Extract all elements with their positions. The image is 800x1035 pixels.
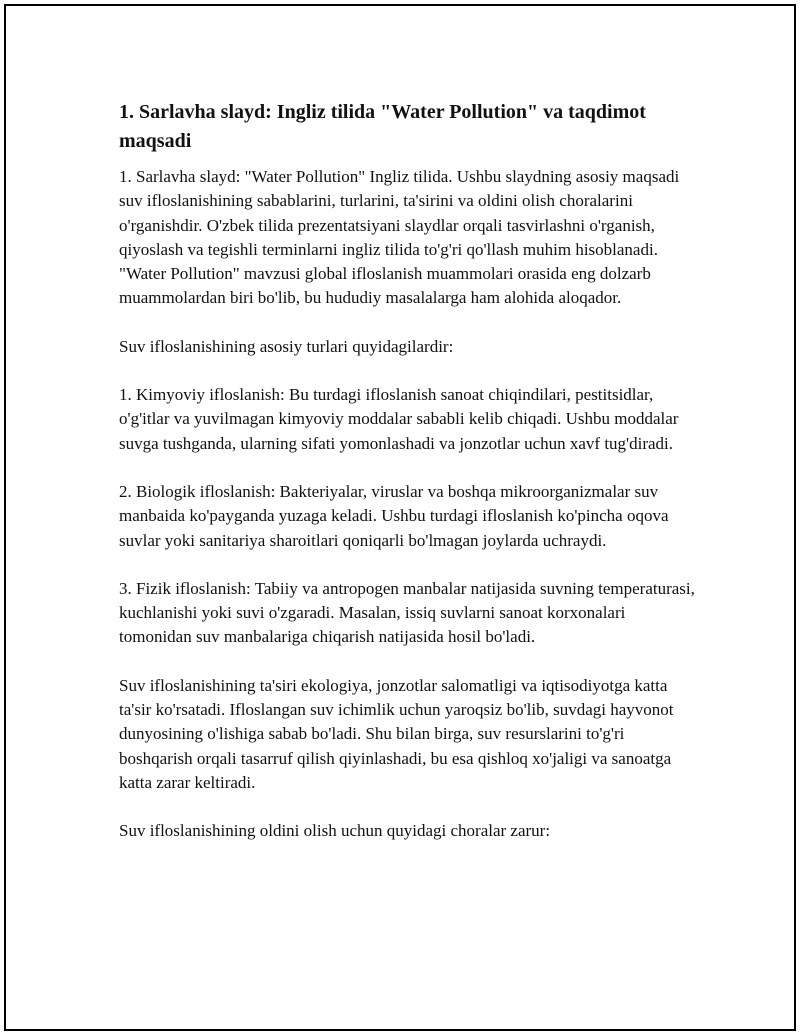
paragraph-impact: Suv ifloslanishining ta'siri ekologiya, jonzotlar salomatligi va iqtisodiyotga katta ta'sir ko'rsatadi. Ifloslangan suv ichimlik uchun yaroqsiz bo'lib, suvdagi hayvonot dunyosining o'lishiga sabab bo'ladi. Shu bilan birga, suv resurslarini to'g'ri boshqarish orqali tasarruf qilish qiyinlashadi, bu esa qishloq xo'jaligi va sanoatga katta zarar keltiradi. [119, 675, 674, 792]
document-page [4, 4, 796, 1031]
paragraph-biological-pollution: 2. Biologik ifloslanish: Bakteriyalar, viruslar va boshqa mikroorganizmalar suv manbaida ko'payganda yuzaga keladi. Ushbu turdagi ifloslanish ko'pincha oqova suvlar yoki sanitariya sharoitlari qoniqarli bo'lmagan joylarda uchraydi. [119, 481, 669, 550]
paragraph-chemical-pollution: 1. Kimyoviy ifloslanish: Bu turdagi ifloslanish sanoat chiqindilari, pestitsidlar, o'g'itlar va yuvilmagan kimyoviy moddalar sababli kelib chiqadi. Ushbu moddalar suvga tushganda, ularning sifati yomonlashadi va jonzotlar uchun xavf tug'diradi. [119, 385, 679, 453]
paragraph-types-heading: Suv ifloslanishining asosiy turlari quyidagilardir: [119, 336, 454, 356]
paragraph-physical-pollution: 3. Fizik ifloslanish: Tabiiy va antropogen manbalar natijasida suvning temperaturasi, kuchlanishi yoki suvi o'zgaradi. Masalan, issiq suvlarni sanoat korxonalari tomonidan suv manbalariga chiqarish natijasida hosil bo'ladi. [119, 578, 695, 647]
document-title: 1. Sarlavha slayd: Ingliz tilida "Water Pollution" va taqdimot maqsadi [119, 101, 646, 152]
paragraph-prevention-heading: Suv ifloslanishining oldini olish uchun quyidagi choralar zarur: [119, 821, 551, 841]
paragraph-intro: 1. Sarlavha slayd: "Water Pollution" Ingliz tilida. Ushbu slaydning asosiy maqsadi suv ifloslanishining sabablarini, turlarini, ta'sirini va oldini olish choralarini o'rganishdir. O'zbek tilida prezentatsiyani slaydlar orqali tasvirlashni o'rganish, qiyoslash va tegishli terminlarni ingliz tilida to'g'ri qo'llash muhim hisoblanadi. "Water Pollution" mavzusi global ifloslanish muammolari orasida eng dolzarb muammolardan biri bo'lib, bu hududiy masalalarga ham alohida aloqador. [119, 167, 680, 308]
document-body [119, 98, 699, 868]
